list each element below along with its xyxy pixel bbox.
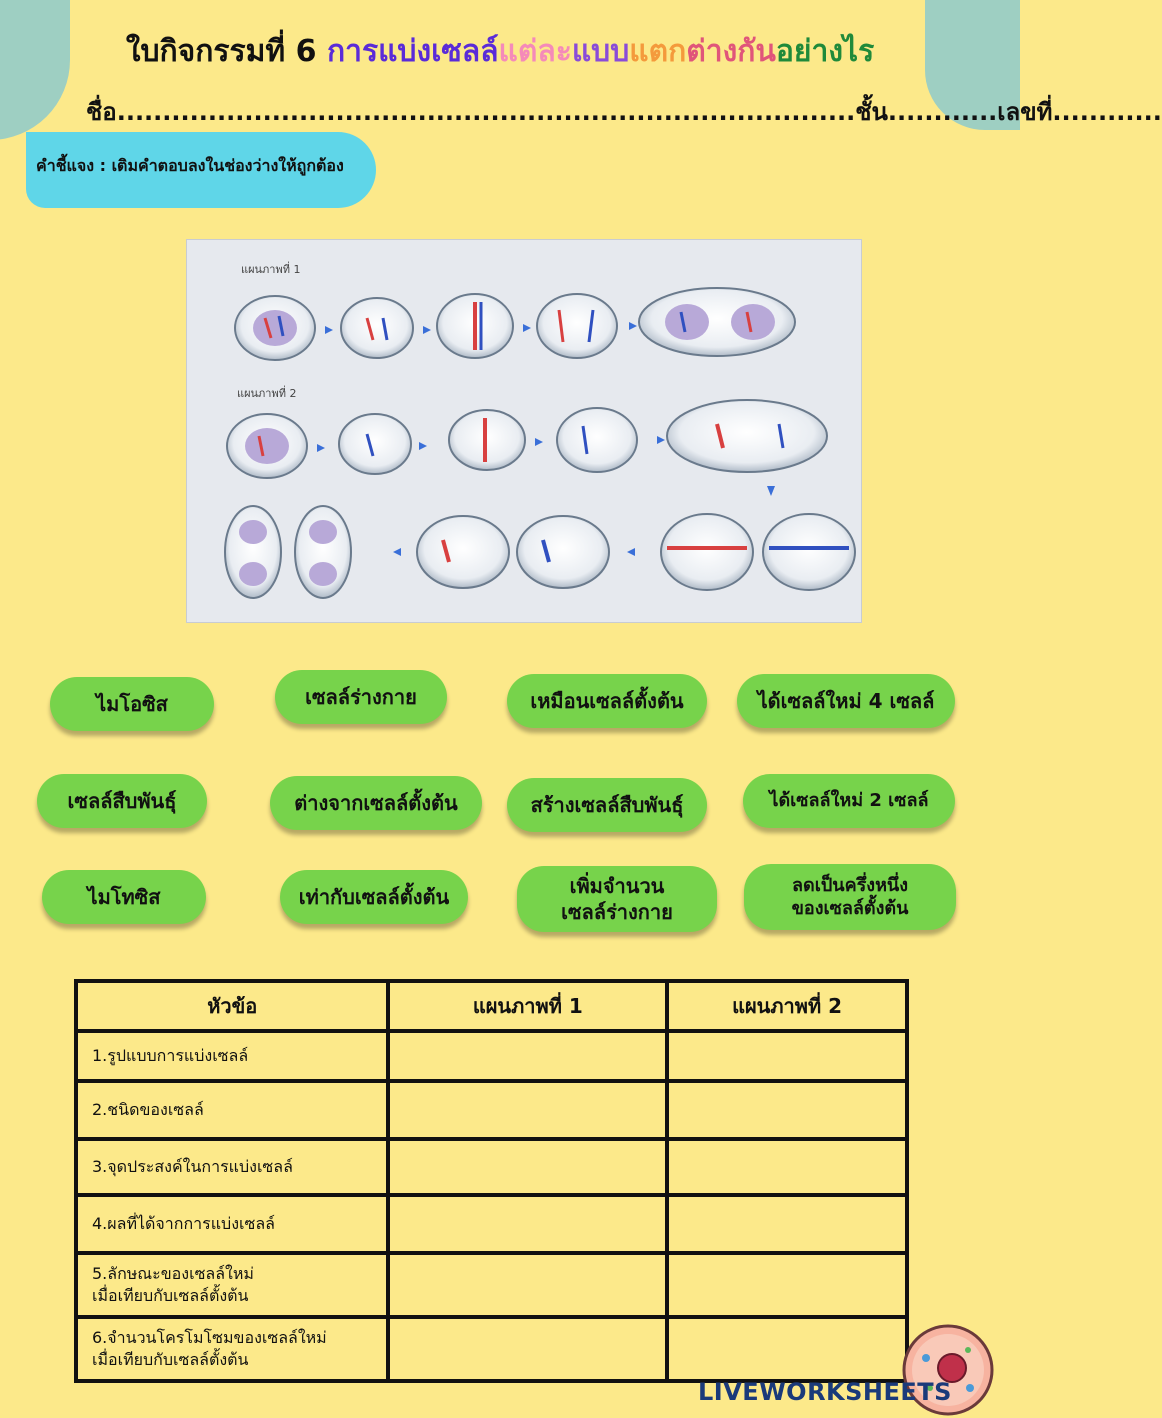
page-title [0,28,1000,75]
topic-text: 1.รูปแบบการแบ่งเซลล์ [92,1045,249,1065]
diagram-2-label: แผนภาพที่ 2 [237,387,297,400]
title-part-differ: แตก [629,34,687,69]
meiosis-sequence [225,400,855,598]
student-info-line: ชื่อ.................................................................................ชั้น............เลขที่............ [86,98,1162,126]
header-topic: หัวข้อ [76,981,388,1031]
answer-cell-diagram-1[interactable] [388,1081,667,1139]
row-topic [76,1195,388,1253]
answer-chip-make-reproductive-cells[interactable]: สร้างเซลล์สืบพันธุ์ [507,778,707,832]
answer-chip-somatic-cell[interactable]: เซลล์ร่างกาย [275,670,447,724]
liveworksheets-logo[interactable]: LIVEWORKSHEETS [698,1378,952,1406]
answer-cell-diagram-2[interactable] [667,1081,907,1139]
table-row [76,1081,907,1139]
title-part-each: แต่ละ [498,34,572,69]
title-part-how: อย่างไร [775,34,875,69]
instruction-box [26,132,376,208]
topic-text: 5.ลักษณะของเซลล์ใหม่ [92,1263,254,1283]
answer-cell-diagram-2[interactable] [667,1031,907,1081]
answer-chip-increase-somatic-cells[interactable] [517,866,717,932]
table-row [76,1253,907,1317]
answer-chip-equal-to-parent[interactable]: เท่ากับเซลล์ตั้งต้น [280,870,468,924]
chip-line-2: ของเซลล์ตั้งต้น [791,898,909,919]
answer-cell-diagram-2[interactable] [667,1195,907,1253]
cell-division-photo [186,239,862,623]
diagram-1-label: แผนภาพที่ 1 [241,263,301,276]
answer-table [74,979,909,1383]
answer-cell-diagram-1[interactable] [388,1139,667,1195]
table-row [76,1139,907,1195]
answer-chip-reproductive-cell[interactable]: เซลล์สืบพันธุ์ [37,774,207,828]
answer-cell-diagram-1[interactable] [388,1253,667,1317]
chip-line-1: ลดเป็นครึ่งหนึ่ง [791,874,909,896]
answer-chip-mitosis[interactable]: ไมโทซิส [42,870,206,924]
answer-chip-two-new-cells[interactable]: ได้เซลล์ใหม่ 2 เซลล์ [743,774,955,828]
topic-text-line-2: เมื่อเทียบกับเซลล์ตั้งต้น [92,1286,249,1305]
topic-text: 2.ชนิดของเซลล์ [92,1099,204,1119]
chip-line-2: เซลล์ร่างกาย [561,900,673,924]
chip-line-1: เพิ่มจำนวน [569,874,665,898]
table-row [76,1031,907,1081]
topic-text-line-2: เมื่อเทียบกับเซลล์ตั้งต้น [92,1350,249,1369]
topic-text: 6.จำนวนโครโมโซมของเซลล์ใหม่ [92,1327,327,1347]
title-part-activity: ใบกิจกรรมที่ 6 [125,34,327,69]
row-topic [76,1139,388,1195]
answer-chip-half-of-parent[interactable] [744,864,956,930]
instruction-text: คำชี้แจง : เติมคำตอบลงในช่องว่างให้ถูกต้อง [36,156,344,175]
answer-chip-different-from-parent[interactable]: ต่างจากเซลล์ตั้งต้น [270,776,482,830]
table-row [76,1195,907,1253]
title-part-type: แบบ [571,34,630,69]
mitosis-sequence [235,288,795,360]
answer-cell-diagram-2[interactable] [667,1253,907,1317]
answer-chip-four-new-cells[interactable]: ได้เซลล์ใหม่ 4 เซลล์ [737,674,955,728]
answer-cell-diagram-1[interactable] [388,1317,667,1381]
row-topic [76,1081,388,1139]
answer-cell-diagram-2[interactable] [667,1317,907,1381]
header-diagram-2: แผนภาพที่ 2 [667,981,907,1031]
row-topic [76,1253,388,1317]
answer-cell-diagram-1[interactable] [388,1031,667,1081]
row-topic [76,1031,388,1081]
answer-chip-same-as-parent[interactable]: เหมือนเซลล์ตั้งต้น [507,674,707,728]
table-row [76,1317,907,1381]
answer-cell-diagram-2[interactable] [667,1139,907,1195]
table-header-row [76,981,907,1031]
topic-text: 3.จุดประสงค์ในการแบ่งเซลล์ [92,1156,293,1176]
row-topic [76,1317,388,1381]
title-part-cell-division: การแบ่งเซลล์ [326,34,499,69]
answer-cell-diagram-1[interactable] [388,1195,667,1253]
header-diagram-1: แผนภาพที่ 1 [388,981,667,1031]
title-part-different: ต่างกัน [686,34,776,69]
answer-chip-meiosis[interactable]: ไมโอซิส [50,677,214,731]
topic-text: 4.ผลที่ได้จากการแบ่งเซลล์ [92,1213,275,1233]
